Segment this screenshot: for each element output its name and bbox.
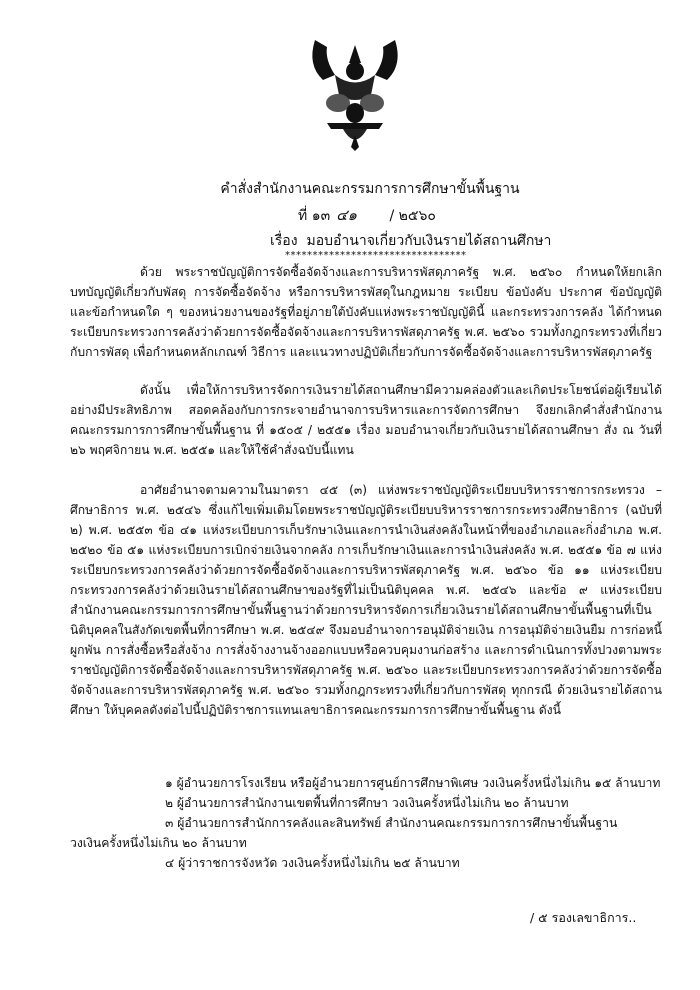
delegation-list	[70, 773, 662, 873]
paragraph-1: ด้วย พระราชบัญญัติการจัดซื้อจัดจ้างและการบริหารพัสดุภาครัฐ พ.ศ. ๒๕๖๐ กำหนดให้ยกเลิกบทบัญญัติเกี่ยวกับพัสดุ การจัดซื้อจัดจ้าง หรือการบริหารพัสดุในกฎหมาย ระเบียบ ข้อบังคับ ประกาศ ข้อบัญญัติ และข้อกำหนดใด ๆ ของหน่วยงานของรัฐที่อยู่ภายใต้บังคับแห่งพระราชบัญญัตินี้ และกระทรวงการคลัง ได้กำหนดระเบียบกระทรวงการคลังว่าด้วยการจัดซื้อจัดจ้างและการบริหารพัสดุภาครัฐ พ.ศ. ๒๕๖๐ รวมทั้งกฎกระทรวงที่เกี่ยวกับการพัสดุ เพื่อกำหนดหลักเกณฑ์ วิธีการ และแนวทางปฏิบัติเกี่ยวกับการจัดซื้อจัดจ้างและการบริหารพัสดุภาครัฐ	[70, 265, 662, 359]
paragraph-1-container	[70, 262, 662, 362]
subject-text: มอบอำนาจเกี่ยวกับเงินรายได้สถานศึกษา	[306, 233, 552, 249]
number-year: / ๒๕๖๐	[389, 208, 436, 224]
number-prefix: ที่	[298, 208, 308, 224]
paragraph-2: ดังนั้น เพื่อให้การบริหารจัดการเงินรายได้สถานศึกษามีความคล่องตัวและเกิดประโยชน์ต่อผู้เรียนได้อย่างมีประสิทธิภาพ สอดคล้องกับการกระจายอำนาจการบริหารและการจัดการศึกษา จึงยกเลิกคำสั่งสำนักงานคณะกรรมการการศึกษาขั้นพื้นฐาน ที่ ๑๕๐๕ / ๒๕๕๑ เรื่อง มอบอำนาจเกี่ยวกับเงินรายได้สถานศึกษา สั่ง ณ วันที่ ๒๖ พฤศจิกายน พ.ศ. ๒๕๕๑ และให้ใช้คำสั่งฉบับนี้แทน	[70, 383, 662, 457]
number-printed: ๑๓	[311, 208, 331, 224]
number-handwritten: ๔๑	[336, 206, 358, 224]
order-title: คำสั่งสำนักงานคณะกรรมการการศึกษาขั้นพื้นฐาน	[220, 181, 520, 197]
order-number	[298, 203, 436, 227]
list-item-continuation: วงเงินครั้งหนึ่งไม่เกิน ๒๐ ล้านบาท	[70, 836, 247, 850]
subject-label: เรื่อง	[270, 233, 298, 249]
separator: *********************************	[285, 250, 467, 261]
list-item: ๓ ผู้อำนวยการสำนักการคลังและสินทรัพย์ สำนักงานคณะกรรมการการศึกษาขั้นพื้นฐาน	[165, 816, 618, 830]
page-continuation: / ๕ รองเลขาธิการ..	[530, 910, 637, 925]
subject-line	[270, 230, 551, 252]
paragraph-3: อาศัยอำนาจตามความในมาตรา ๔๕ (๓) แห่งพระราชบัญญัติระเบียบบริหารราชการกระทรวง – ศึกษาธิการ พ.ศ. ๒๕๔๖ ซึ่งแก้ไขเพิ่มเติมโดยพระราชบัญญัติระเบียบบริหารราชการกระทรวงศึกษาธิการ (ฉบับที่ ๒) พ.ศ. ๒๕๕๓ ข้อ ๔๑ แห่งระเบียบการเก็บรักษาเงินและการนำเงินส่งคลังในหน้าที่ของอำเภอและกิ่งอำเภอ พ.ศ. ๒๕๒๐ ข้อ ๕๑ แห่งระเบียบการเบิกจ่ายเงินจากคลัง การเก็บรักษาเงินและการนำเงินส่งคลัง พ.ศ. ๒๕๕๑ ข้อ ๗ แห่งระเบียบกระทรวงการคลังว่าด้วยการจัดซื้อจัดจ้างและการบริหารพัสดุภาครัฐ พ.ศ. ๒๕๖๐ ข้อ ๑๑ แห่งระเบียบกระทรวงการคลังว่าด้วยเงินรายได้สถานศึกษาของรัฐที่ไม่เป็นนิติบุคคล พ.ศ. ๒๕๔๖ และข้อ ๙ แห่งระเบียบสำนักงานคณะกรรมการการศึกษาขั้นพื้นฐานว่าด้วยการบริหารจัดการเกี่ยวเงินรายได้สถานศึกษาขั้นพื้นฐานที่เป็นนิติบุคคลในสังกัดเขตพื้นที่การศึกษา พ.ศ. ๒๕๔๙ จึงมอบอำนาจการอนุมัติจ่ายเงิน การอนุมัติจ่ายเงินยืม การก่อหนี้ผูกพัน การสั่งซื้อหรือสั่งจ้าง การสั่งจ้างงานจ้างออกแบบหรือควบคุมงานก่อสร้าง และการดำเนินการทั้งปวงตามพระราชบัญญัติการจัดซื้อจัดจ้างและการบริหารพัสดุภาครัฐ พ.ศ. ๒๕๖๐ และระเบียบกระทรวงการคลังว่าด้วยการจัดซื้อจัดจ้างและการบริหารพัสดุภาครัฐ พ.ศ. ๒๕๖๐ รวมทั้งกฎกระทรวงที่เกี่ยวกับการพัสดุ ทุกกรณี ด้วยเงินรายได้สถานศึกษา ให้บุคคลดังต่อไปนี้ปฏิบัติราชการแทนเลขาธิการคณะกรรมการการศึกษาขั้นพื้นฐาน ดังนี้	[70, 483, 662, 717]
paragraph-2-container	[70, 380, 662, 460]
garuda-emblem	[305, 35, 405, 155]
list-item: ๑ ผู้อำนวยการโรงเรียน หรือผู้อำนวยการศูนย์การศึกษาพิเศษ วงเงินครั้งหนึ่งไม่เกิน ๑๕ ล้านบาท	[165, 776, 661, 790]
list-item: ๒ ผู้อำนวยการสำนักงานเขตพื้นที่การศึกษา วงเงินครั้งหนึ่งไม่เกิน ๒๐ ล้านบาท	[165, 796, 569, 810]
paragraph-3-container	[70, 480, 662, 720]
list-item: ๔ ผู้ว่าราชการจังหวัด วงเงินครั้งหนึ่งไม่เกิน ๒๕ ล้านบาท	[165, 856, 460, 870]
